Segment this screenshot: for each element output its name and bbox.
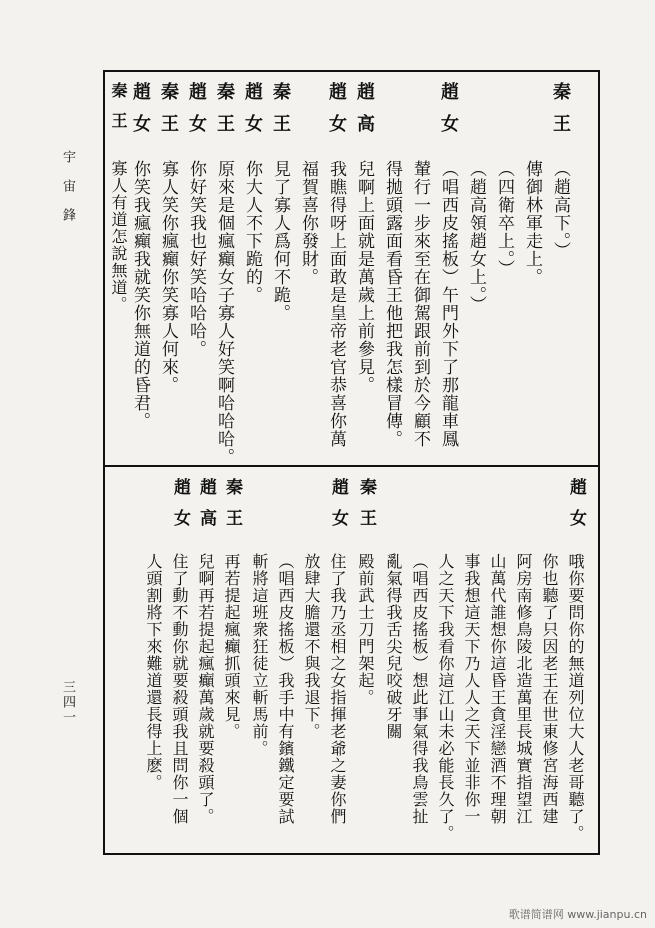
dialogue-line: 人頭割將下來難道還長得上麽。 [144, 553, 163, 791]
speaker-label: 趙女 [130, 82, 151, 146]
speaker-label: 秦王 [270, 82, 291, 146]
dialogue-line: （唱西皮搖板）午門外下了那龍車鳳 [438, 160, 458, 448]
speaker-label: 秦王 [158, 82, 179, 146]
speaker-label: 趙女 [328, 478, 348, 540]
dialogue-line: 兒啊再若提起瘋癲萬歲就要殺頭了。 [196, 553, 215, 825]
section-divider [103, 465, 600, 467]
speaker-label: 趙女 [242, 82, 263, 146]
dialogue-line: 再若提起瘋癲抓頭來見。 [222, 553, 241, 740]
book-title: 宇宙鋒 [60, 150, 75, 237]
dialogue-line: 哦你要問你的無道列位大人老哥聽了。 [566, 553, 585, 842]
dialogue-line: 福賀喜你發財。 [298, 160, 318, 286]
dialogue-line: 你也聽了只因老王在世東修宮海西建 [540, 553, 559, 825]
dialogue-line: 得拋頭露面看昏王他把我怎樣冒傳。 [382, 160, 402, 448]
dialogue-line: 住了我乃丞相之女指揮老爺之妻你們 [328, 553, 347, 825]
dialogue-line: 寡人笑你瘋癲你笑寡人何來。 [158, 160, 178, 394]
speaker-label: 趙女 [566, 478, 586, 540]
speaker-label: 秦王 [356, 478, 376, 540]
dialogue-line: 輦行一步來至在御駕跟前到於今顧不 [410, 160, 430, 448]
dialogue-line: 兒啊上面就是萬歲上前參見。 [354, 160, 374, 394]
dialogue-line: 人之天下我看你這江山未必能長久了。 [436, 553, 455, 842]
dialogue-line: 寡人有道怎說無道。 [109, 160, 128, 313]
dialogue-line: 斬將這班衆狂徒立斬馬前。 [250, 553, 269, 757]
dialogue-line: 住了動不動你就要殺頭我且問你一個 [170, 553, 189, 825]
dialogue-line: （趙高下。） [550, 160, 570, 260]
speaker-label: 趙高 [354, 82, 375, 146]
dialogue-line: 傳御林軍走上。 [522, 160, 542, 286]
speaker-label: 趙高 [196, 478, 216, 540]
stage-direction: （趙高領趙女上。） [466, 160, 486, 314]
speaker-label: 秦王 [214, 82, 235, 146]
dialogue-line: 事我想這天下乃人人之天下並非你一 [462, 553, 481, 825]
speaker-label: 秦王 [550, 82, 571, 146]
page-number: 三四一 [60, 680, 75, 725]
dialogue-line: 原來是個瘋癲女子寡人好笑啊哈哈哈。 [214, 160, 234, 466]
dialogue-line: 你大人不下跪的。 [242, 160, 262, 304]
speaker-label: 趙女 [170, 478, 190, 540]
dialogue-line: 你笑我瘋癲我就笑你無道的昏君。 [130, 160, 150, 430]
dialogue-line: 山萬代誰想你這昏王貪淫戀酒不理朝 [488, 553, 507, 825]
stage-direction: （唱西皮搖板）想此事氣得我鳥雲扯 [410, 553, 429, 825]
dialogue-line: 放肆大膽還不與我退下。 [302, 553, 321, 740]
dialogue-line: 你好笑我也好笑哈哈哈。 [186, 160, 206, 358]
watermark: 歌谱简谱网 www.jianpu.cn [508, 908, 647, 921]
dialogue-line: 亂氣得我舌尖兒咬破牙關 [384, 553, 403, 740]
speaker-label: 趙女 [326, 82, 347, 146]
dialogue-line: 阿房南修鳥陵北造萬里長城實指望江 [514, 553, 533, 825]
dialogue-line: 我瞧得呀上面敢是皇帝老官恭喜你萬 [326, 160, 346, 448]
speaker-label: 趙女 [186, 82, 207, 146]
dialogue-line: 見了寡人爲何不跪。 [270, 160, 290, 322]
speaker-label: 秦王 [109, 82, 128, 142]
speaker-label: 秦王 [222, 478, 242, 540]
dialogue-line: 殿前武士刀門架起。 [356, 553, 375, 706]
speaker-label: 趙女 [438, 82, 459, 146]
stage-direction: （四衛卒上。） [494, 160, 514, 278]
stage-direction: （唱西皮搖板）我手中有鑌鐵定要試 [276, 553, 295, 825]
